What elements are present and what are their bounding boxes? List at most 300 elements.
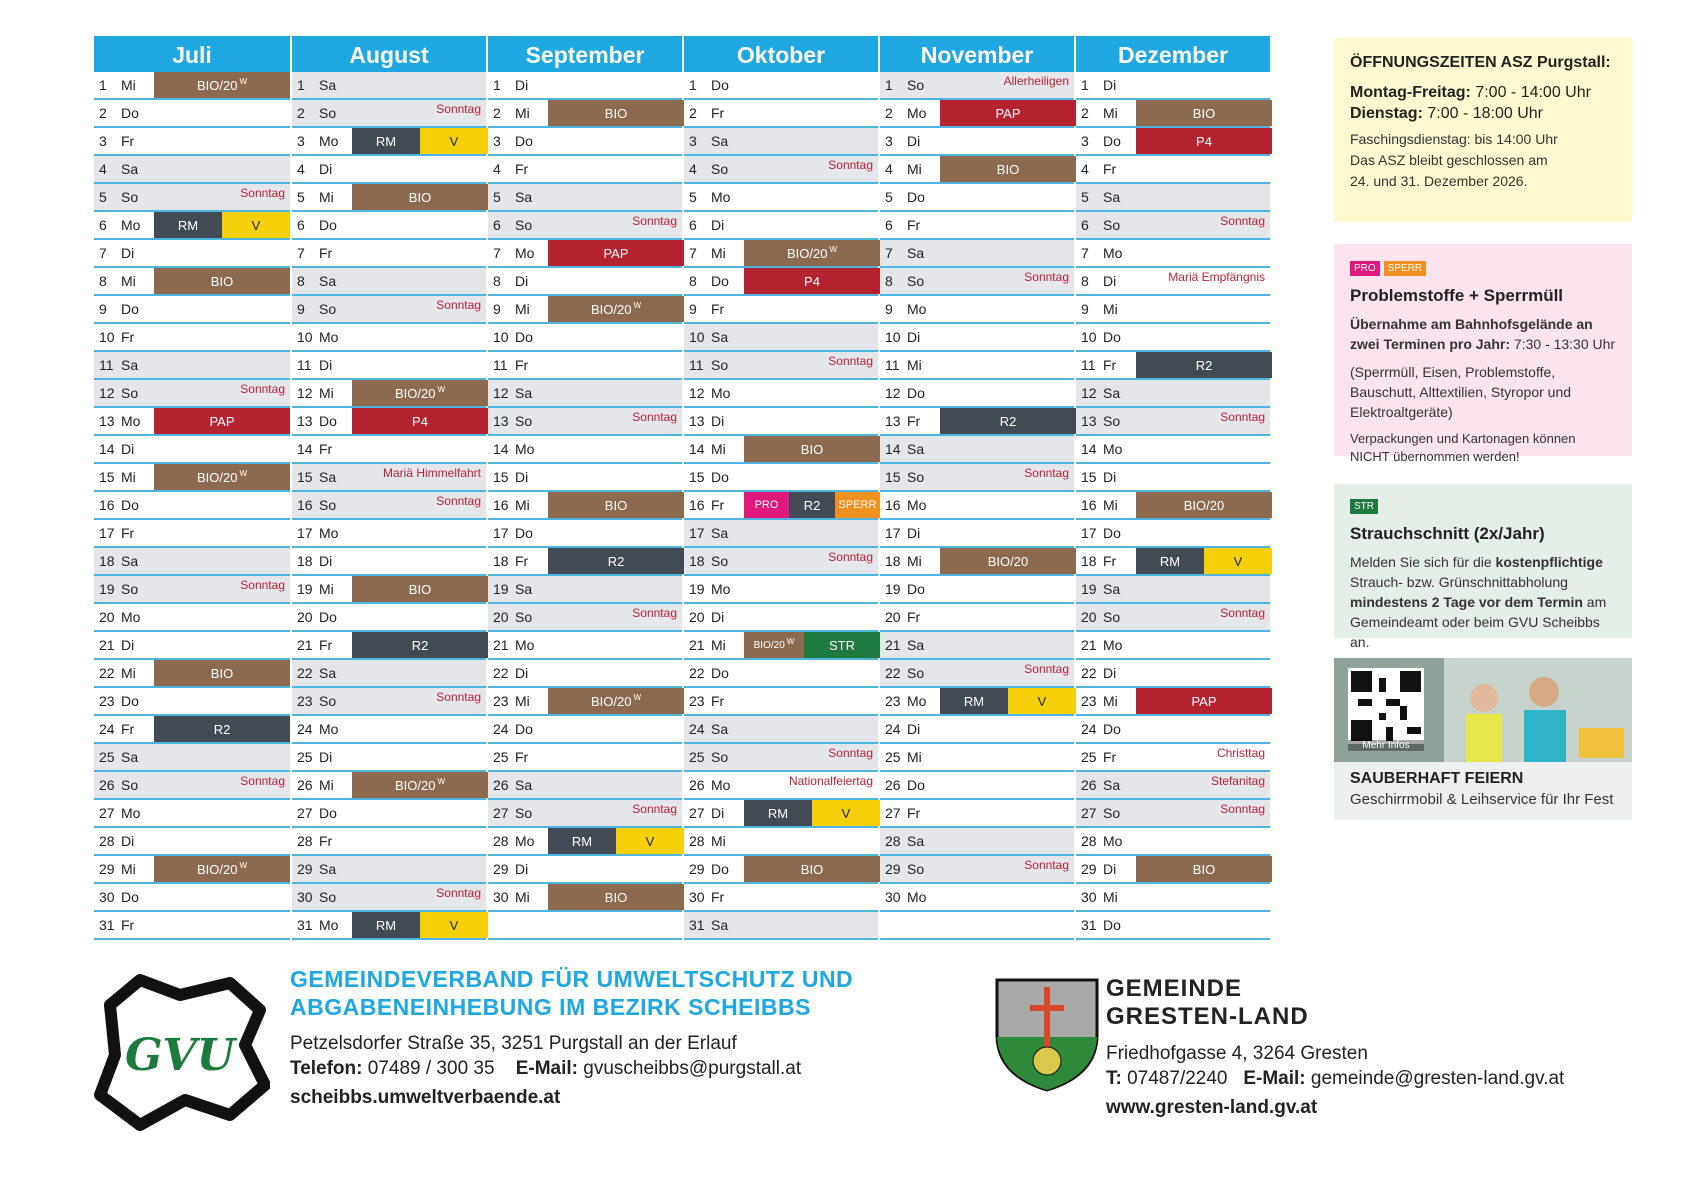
weekday: So [121,189,139,205]
day-number: 9 [493,301,501,317]
day-row [880,72,1074,100]
day-number: 7 [689,245,697,261]
day-number: 5 [493,189,501,205]
gvu-contact: Telefon: 07489 / 300 35 E-Mail: gvuscheibbs@purgstall.at [290,1058,802,1079]
collection-badge-v: V [1204,548,1272,574]
day-row [488,856,682,884]
day-row [684,352,878,380]
day-row [1076,240,1270,268]
day-number: 31 [1081,917,1097,933]
day-number: 3 [99,133,107,149]
weekday: Mo [121,805,141,821]
weekday: Mi [1103,105,1118,121]
collection-slot [1136,128,1272,154]
weekday: So [515,217,533,233]
collection-badge-rm: RM [352,912,420,938]
weekday: Mi [121,469,136,485]
day-row [1076,744,1270,772]
day-row [488,716,682,744]
collection-badge-rm: RM [352,128,420,154]
weekday: Mi [1103,693,1118,709]
weekday: Di [711,805,725,821]
opening-hours-weekday: Montag-Freitag: 7:00 - 14:00 Uhr [1350,84,1591,101]
collection-slot [548,240,684,266]
holiday-note: Sonntag [828,746,873,760]
day-row [94,240,290,268]
day-number: 28 [689,833,705,849]
weekday: Mi [1103,497,1118,513]
day-row [684,632,878,660]
day-row [292,604,486,632]
collection-slot [154,72,290,98]
weekday: Mo [711,189,731,205]
day-row [1076,212,1270,240]
day-number: 15 [885,469,901,485]
weekday: Fr [515,161,529,177]
day-number: 5 [885,189,893,205]
weekday: Mi [515,105,530,121]
gresten-email-link[interactable]: gemeinde@gresten-land.gv.at [1310,1068,1565,1089]
day-number: 18 [689,553,705,569]
opening-hours-title: ÖFFNUNGSZEITEN ASZ Purgstall: [1350,54,1611,71]
holiday-note: Sonntag [1024,466,1069,480]
day-number: 15 [493,469,509,485]
weekday: Sa [711,917,729,933]
day-number: 18 [99,553,115,569]
day-number: 15 [1081,469,1097,485]
weekday: Di [907,525,921,541]
day-number: 1 [493,77,501,93]
weekday: So [121,777,139,793]
day-row [684,520,878,548]
day-row [292,632,486,660]
day-row [488,576,682,604]
day-number: 17 [689,525,705,541]
weekday: Sa [319,861,337,877]
month-header: September [488,36,682,72]
day-number: 14 [99,441,115,457]
weekday: So [907,273,925,289]
day-number: 31 [99,917,115,933]
collection-slot [744,800,880,826]
month-header: November [880,36,1074,72]
day-number: 2 [99,105,107,121]
day-row [1076,268,1270,296]
day-row [292,548,486,576]
day-number: 29 [885,861,901,877]
collection-badge-rm: RM [1136,548,1204,574]
day-number: 20 [493,609,509,625]
weekday: Sa [711,133,729,149]
day-number: 28 [297,833,313,849]
weekday: Di [319,161,333,177]
day-row [684,576,878,604]
weekday: Do [121,693,139,709]
day-number: 28 [99,833,115,849]
day-row [94,156,290,184]
day-row [880,856,1074,884]
day-row [1076,324,1270,352]
gresten-contact: T: 07487/2240 E-Mail: gemeinde@gresten-land.gv.at [1106,1068,1565,1089]
day-number: 31 [689,917,705,933]
weekday: Do [907,581,925,597]
day-number: 26 [99,777,115,793]
day-row [488,548,682,576]
weekday: Sa [319,273,337,289]
weekday: Mi [515,889,530,905]
weekday: Sa [711,329,729,345]
weekday: Fr [711,693,725,709]
day-row [292,72,486,100]
day-number: 6 [297,217,305,233]
day-number: 4 [493,161,501,177]
day-row [292,100,486,128]
day-row [684,436,878,464]
day-row [684,800,878,828]
holiday-note: Sonntag [1220,214,1265,228]
weekday: Mo [907,693,927,709]
weekday: Di [121,441,135,457]
holiday-note: Allerheiligen [1003,74,1069,88]
day-number: 30 [885,889,901,905]
weekday: Sa [907,833,925,849]
day-row [292,828,486,856]
day-number: 30 [689,889,705,905]
gvu-title-line2: ABGABENEINHEBUNG IM BEZIRK SCHEIBBS [290,994,811,1020]
gresten-website-link[interactable]: www.gresten-land.gv.at [1106,1097,1318,1118]
weekday: Do [711,861,729,877]
collection-slot [940,548,1076,574]
day-number: 26 [1081,777,1097,793]
collection-badge-bio: BIO/20 [940,548,1076,574]
day-number: 9 [1081,301,1089,317]
weekday: So [1103,805,1121,821]
day-number: 10 [493,329,509,345]
day-number: 15 [297,469,313,485]
collection-slot [154,212,290,238]
weekday: Di [1103,861,1117,877]
collection-badge-bio: BIO/20 $^W$ [154,856,290,882]
weekday: Fr [515,749,529,765]
day-number: 23 [493,693,509,709]
day-row [94,100,290,128]
day-row [488,156,682,184]
day-number: 13 [885,413,901,429]
day-row [94,632,290,660]
weekday: Do [907,189,925,205]
gvu-email-link[interactable]: gvuscheibbs@purgstall.at [583,1058,802,1079]
day-number: 28 [885,833,901,849]
weekday: Fr [515,553,529,569]
collection-badge-p4: P4 [352,408,488,434]
day-row [488,72,682,100]
weekday: Fr [121,329,135,345]
day-row [880,100,1074,128]
day-row [94,716,290,744]
collection-badge-bio: BIO [548,884,684,910]
day-number: 10 [1081,329,1097,345]
weekday: Fr [515,357,529,373]
holiday-note: Stefanitag [1210,774,1265,788]
day-row [684,772,878,800]
day-number: 14 [689,441,705,457]
collection-slot [940,408,1076,434]
svg-text:GVU: GVU [124,1030,236,1081]
holiday-note: Sonntag [632,606,677,620]
weekday: Fr [1103,749,1117,765]
day-number: 20 [99,609,115,625]
day-row [94,800,290,828]
weekday: Fr [121,133,135,149]
collection-badge-bio: BIO/20 $^W$ [744,632,804,658]
day-number: 11 [297,357,312,373]
day-row [292,520,486,548]
day-number: 7 [493,245,501,261]
day-number: 9 [885,301,893,317]
day-row [684,912,878,940]
day-row [94,128,290,156]
weekday: Mi [711,441,726,457]
collection-badge-rm: RM [940,688,1008,714]
day-number: 14 [493,441,509,457]
qr-code-icon[interactable] [1348,668,1424,744]
day-row [292,744,486,772]
weekday: Fr [1103,161,1117,177]
weekday: Mi [121,665,136,681]
day-row [94,856,290,884]
day-number: 12 [885,385,901,401]
weekday: Sa [121,357,139,373]
weekday: Mo [711,777,731,793]
weekday: Do [711,77,729,93]
weekday: Mi [907,553,922,569]
weekday: Fr [711,889,725,905]
day-row [488,492,682,520]
holiday-note: Sonntag [1220,802,1265,816]
day-number: 19 [1081,581,1097,597]
weekday: Sa [907,637,925,653]
day-row [292,492,486,520]
weekday: Sa [907,245,925,261]
day-row [292,128,486,156]
collection-slot [1136,548,1272,574]
day-row [684,380,878,408]
day-number: 29 [493,861,509,877]
collection-badge-bio: BIO/20 $^W$ [548,688,684,714]
day-row [488,184,682,212]
day-number: 16 [297,497,313,513]
weekday: Mo [319,329,339,345]
weekday: Sa [515,189,533,205]
day-number: 27 [493,805,509,821]
pro-tag: PRO [1350,261,1380,276]
weekday: Do [711,469,729,485]
day-number: 22 [297,665,313,681]
weekday: So [121,385,139,401]
weekday: Fr [319,245,333,261]
collection-badge-bio: BIO/20 $^W$ [352,772,488,798]
day-row [488,100,682,128]
day-row [880,212,1074,240]
day-row [292,800,486,828]
day-number: 25 [689,749,705,765]
day-number: 24 [493,721,509,737]
collection-slot [1136,492,1272,518]
opening-hours-tuesday: Dienstag: 7:00 - 18:00 Uhr [1350,105,1543,122]
day-row [292,912,486,940]
day-row [880,716,1074,744]
collection-badge-bio: BIO/20 $^W$ [154,464,290,490]
weekday: So [515,413,533,429]
day-row [684,72,878,100]
day-row [1076,184,1270,212]
collection-slot [548,828,684,854]
weekday: Mo [711,581,731,597]
weekday: So [907,861,925,877]
day-number: 20 [1081,609,1097,625]
month-header: Juli [94,36,290,72]
day-row [488,464,682,492]
collection-slot [352,128,488,154]
day-row [94,772,290,800]
gvu-title-line1: GEMEINDEVERBAND FÜR UMWELTSCHUTZ UND [290,966,854,992]
weekday: Mo [515,245,535,261]
weekday: So [907,665,925,681]
day-row [684,100,878,128]
gvu-details [290,965,853,1109]
day-number: 17 [493,525,509,541]
collection-slot [352,912,488,938]
day-number: 24 [99,721,115,737]
promo-title: SAUBERHAFT FEIERN [1350,770,1524,787]
day-number: 13 [689,413,705,429]
day-number: 13 [99,413,115,429]
day-row [684,296,878,324]
day-number: 21 [297,637,313,653]
day-number: 7 [297,245,305,261]
day-number: 19 [689,581,705,597]
weekday: Mo [121,609,141,625]
collection-slot [940,156,1076,182]
day-row [1076,800,1270,828]
day-number: 11 [493,357,508,373]
collection-badge-v: V [1008,688,1076,714]
day-row [292,716,486,744]
day-row [880,828,1074,856]
day-number: 16 [689,497,705,513]
weekday: So [515,805,533,821]
weekday: Do [319,609,337,625]
weekday: Di [711,609,725,625]
day-row [292,772,486,800]
day-row [880,660,1074,688]
weekday: So [319,105,337,121]
weekday: Fr [907,805,921,821]
day-number: 10 [297,329,313,345]
day-row [292,296,486,324]
day-number: 23 [885,693,901,709]
day-number: 18 [1081,553,1097,569]
collection-slot [940,688,1076,714]
day-number: 19 [99,581,115,597]
month-column [94,36,290,940]
day-row [880,128,1074,156]
day-row [292,884,486,912]
day-row [488,660,682,688]
day-row [1076,604,1270,632]
weekday: Fr [711,497,725,513]
weekday: So [319,889,337,905]
collection-badge-pap: PAP [548,240,684,266]
day-number: 10 [99,329,115,345]
day-number: 9 [99,301,107,317]
weekday: Di [319,749,333,765]
collection-badge-sperr: SPERR [835,492,880,518]
gvu-website-link[interactable]: scheibbs.umweltverbaende.at [290,1087,561,1108]
collection-badge-v: V [222,212,290,238]
weekday: Mi [121,861,136,877]
day-number: 2 [885,105,893,121]
day-row [488,772,682,800]
day-number: 11 [689,357,704,373]
collection-badge-bio: BIO [1136,100,1272,126]
day-row [94,492,290,520]
day-row [1076,688,1270,716]
holiday-note: Sonntag [240,774,285,788]
problem-materials-box [1334,244,1632,464]
day-row [292,688,486,716]
collection-badge-bio: BIO [154,268,290,294]
gvu-logo [80,965,270,1135]
day-number: 4 [99,161,107,177]
collection-badge-bio: BIO [1136,856,1272,882]
weekday: Di [515,77,529,93]
holiday-note: Sonntag [436,494,481,508]
day-row [880,380,1074,408]
day-row [1076,576,1270,604]
collection-badge-p4: P4 [1136,128,1272,154]
weekday: Mo [515,441,535,457]
day-number: 20 [885,609,901,625]
collection-slot [548,100,684,126]
weekday: Di [515,861,529,877]
day-row [488,828,682,856]
day-number: 30 [493,889,509,905]
weekday: Do [319,217,337,233]
collection-slot [352,772,488,798]
day-number: 12 [99,385,115,401]
promo-banner[interactable] [1334,658,1632,820]
holiday-note: Sonntag [436,690,481,704]
weekday: Fr [121,917,135,933]
day-number: 27 [1081,805,1097,821]
day-number: 6 [885,217,893,233]
collection-slot [548,296,684,322]
collection-badge-bio: BIO/20 $^W$ [154,72,290,98]
weekday: Di [1103,273,1117,289]
collection-slot [154,464,290,490]
day-number: 10 [689,329,705,345]
day-number: 8 [885,273,893,289]
holiday-note: Sonntag [436,886,481,900]
weekday: Mi [1103,889,1118,905]
weekday: Do [907,777,925,793]
day-number: 28 [1081,833,1097,849]
day-row [1076,912,1270,940]
day-row [880,688,1074,716]
sperr-tag: SPERR [1384,261,1426,276]
holiday-note: Sonntag [632,802,677,816]
